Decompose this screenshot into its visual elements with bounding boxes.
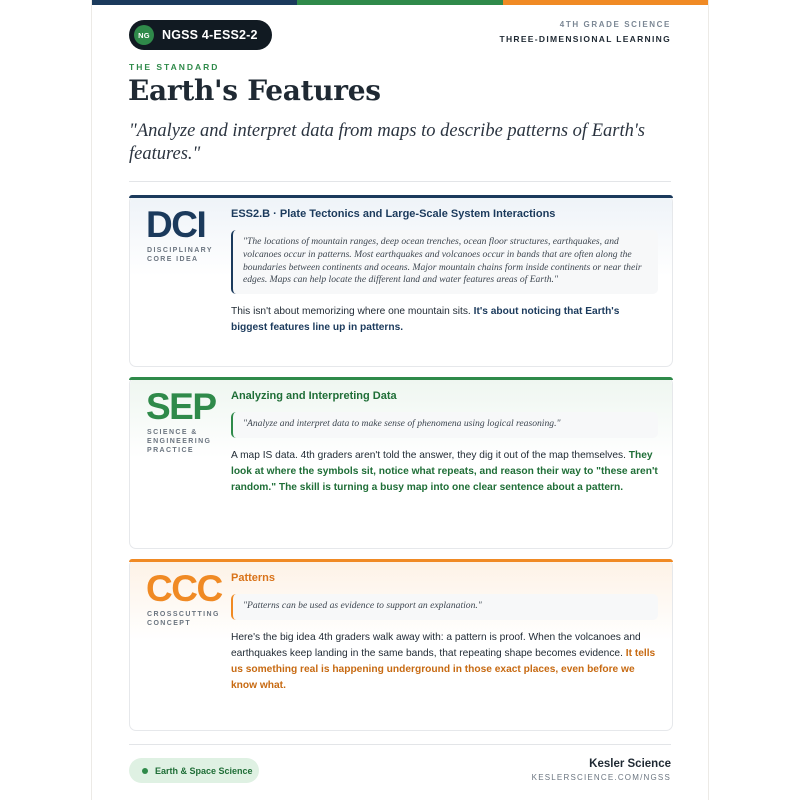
ccc-quote: "Patterns can be used as evidence to support an explanation." [231,594,658,620]
ngss-code: NGSS 4-ESS2-2 [162,28,258,42]
dci-body-highlight: It's about noticing that Earth's biggest features line up in patterns. [231,306,620,334]
sep-subtitle: SCIENCE & ENGINEERING PRACTICE [147,429,212,454]
dci-card [129,195,673,367]
sep-quote: "Analyze and interpret data to make sense of phenomena using logical reasoning." [231,412,658,438]
sep-heading: Analyzing and Interpreting Data [231,390,397,402]
ccc-content [231,572,658,694]
dci-abbreviation: DCI [146,204,206,245]
sep-card-accent-bar [129,377,673,380]
sep-abbreviation: SEP [146,386,216,427]
subject-label: Earth & Space Science [155,765,253,776]
ccc-subtitle: CROSSCUTTING CONCEPT [147,611,220,627]
top-bar-blue-segment [92,0,297,5]
sep-content [231,390,658,496]
dci-content [231,208,658,336]
dci-body-text: This isn't about memorizing where one mountain sits. [231,306,474,318]
dci-body [231,304,658,336]
top-color-bar [92,0,708,5]
ccc-abbreviation: CCC [146,568,222,609]
subject-pill [129,758,259,783]
standard-quote: "Analyze and interpret data from maps to describe patterns of Earth's features." [129,121,645,164]
ccc-card-accent-bar [129,559,673,562]
ccc-card [129,559,673,731]
dci-subtitle: DISCIPLINARY CORE IDEA [147,247,213,263]
subject-dot-icon [142,768,148,774]
brand-name: Kesler Science [589,758,671,770]
brand-url: KESLERSCIENCE.COM/NGSS [531,773,671,782]
dci-card-accent-bar [129,195,673,198]
ngss-badge [129,20,272,50]
grade-level: 4TH GRADE SCIENCE [559,20,671,29]
learning-type: THREE-DIMENSIONAL LEARNING [499,34,671,44]
page-title: Earth's Features [128,74,381,107]
brand-block [532,758,671,782]
divider-bottom [129,744,671,745]
standard-label: THE STANDARD [129,62,220,72]
standard-page [91,0,709,800]
ccc-body-highlight: It tells us something real is happening underground in those exact places, even before we know what. [231,647,656,691]
ccc-body [231,630,658,694]
grade-info [499,20,671,44]
dci-heading: ESS2.B · Plate Tectonics and Large-Scale System Interactions [231,208,556,220]
top-bar-green-segment [297,0,502,5]
sep-body-highlight: They look at where the symbols sit, notice what repeats, and reason their way to "these aren't random." The skill is turning a busy map into one clear sentence about a pattern. [231,449,658,493]
divider-top [129,181,671,182]
sep-body-text: A map IS data. 4th graders aren't told the answer, they dig it out of the map themselves. [231,449,629,461]
ccc-heading: Patterns [231,572,276,584]
ngss-logo-icon: NG [134,25,154,45]
top-bar-orange-segment [503,0,708,5]
sep-card [129,377,673,549]
ccc-body-text: Here's the big idea 4th graders walk away with: a pattern is proof. When the volcanoes and earthquakes keep landing in the same bands, that repeating shape becomes evidence. [231,631,641,659]
dci-quote: "The locations of mountain ranges, deep ocean trenches, ocean floor structures, earthquakes, and volcanoes occur in patterns. Most earthquakes and volcanoes occur in bands that are often along the boundaries between continents and oceans. Major mountain chains form inside continents or near their edges. Maps can help locate the different land and water features areas of Earth." [231,230,658,294]
sep-body [231,448,658,496]
